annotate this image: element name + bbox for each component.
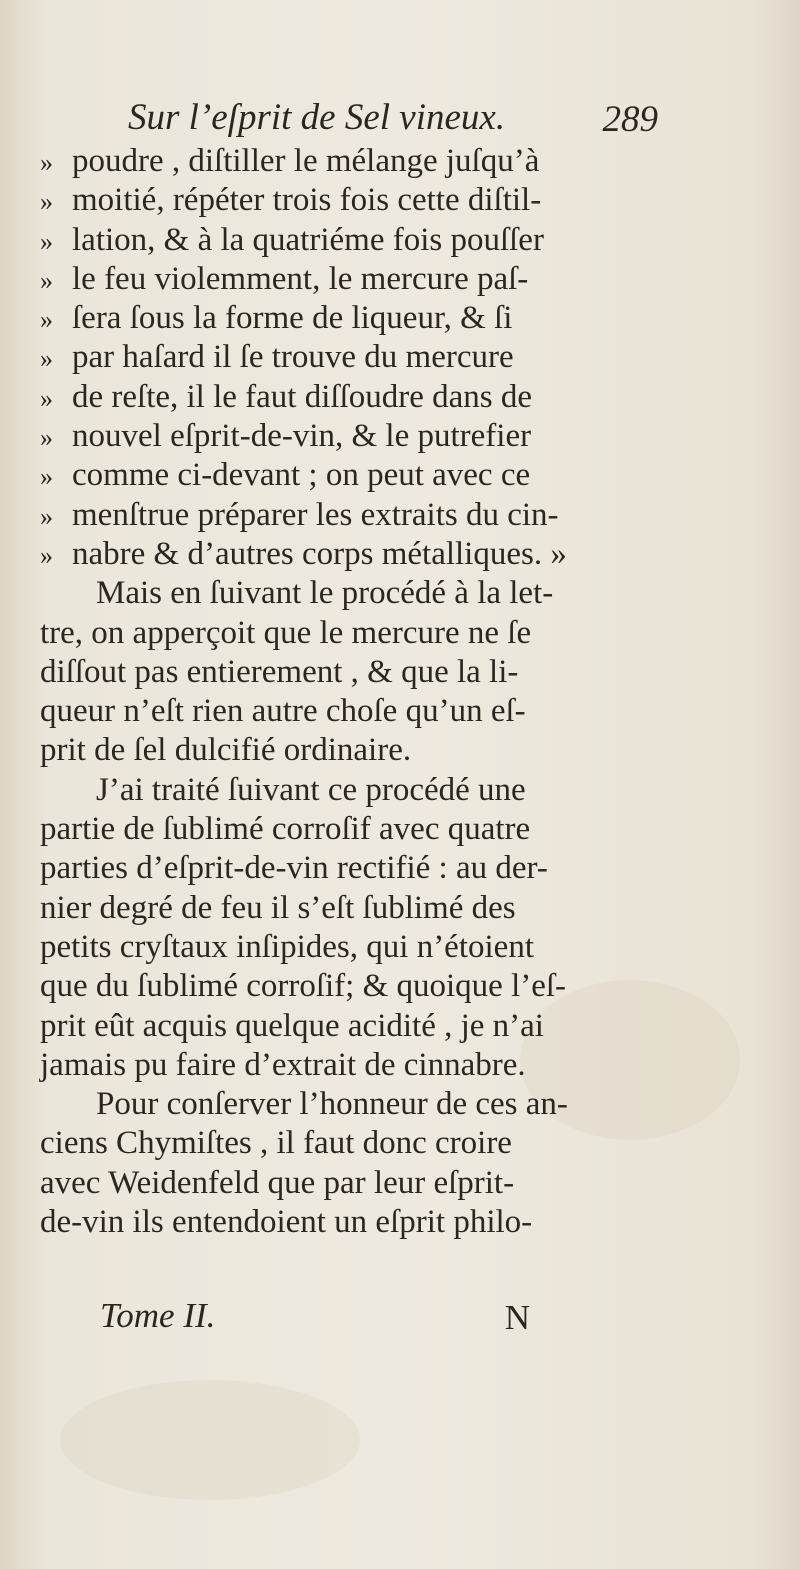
quote-mark: » xyxy=(40,501,53,531)
quote-mark: » xyxy=(40,540,53,570)
text-line: nier degré de feu il s’eſt ſublimé des xyxy=(40,889,516,926)
paragraph xyxy=(40,771,630,1085)
paragraph xyxy=(40,574,630,770)
quote-mark: » xyxy=(40,265,53,295)
page-body xyxy=(40,142,630,1242)
page-header xyxy=(128,96,658,140)
text-line: ciens Chymiſtes , il faut donc croire xyxy=(40,1125,512,1162)
text-line: prit eût acquis quelque acidité , je n’ai xyxy=(40,1007,544,1044)
quote-mark: » xyxy=(40,226,53,256)
text-line: » le feu violemment, le mercure paſ- xyxy=(40,260,630,299)
text-line: » ſera ſous la forme de liqueur, & ſi xyxy=(40,299,630,338)
text-line: » comme ci-devant ; on peut avec ce xyxy=(40,456,630,495)
text-line: » par haſard il ſe trouve du mercure xyxy=(40,338,630,377)
paragraph xyxy=(40,1085,630,1242)
text-line: » lation, & à la quatriéme fois pouſſer xyxy=(40,221,630,260)
text-line: parties d’eſprit-de-vin rectifié : au der- xyxy=(40,850,548,887)
text-line: que du ſublimé corroſif; & quoique l’eſ- xyxy=(40,968,567,1005)
text-line: » menſtrue préparer les extraits du cin- xyxy=(40,496,630,535)
page-footer xyxy=(100,1296,530,1336)
text-line: » de reſte, il le faut diſſoudre dans de xyxy=(40,378,630,417)
text-line: » nabre & d’autres corps métalliques. » xyxy=(40,535,630,574)
quote-mark: » xyxy=(40,423,53,453)
volume-label: Tome II. xyxy=(100,1296,216,1335)
text-line: partie de ſublimé corroſif avec quatre xyxy=(40,811,531,848)
text-line: diſſout pas entierement , & que la li- xyxy=(40,653,519,690)
signature-mark: N xyxy=(504,1298,530,1337)
quote-mark: » xyxy=(40,383,53,413)
text-line: » moitié, répéter trois fois cette diſtil- xyxy=(40,181,630,220)
quote-mark: » xyxy=(40,462,53,492)
text-line: petits cryſtaux inſipides, qui n’étoient xyxy=(40,928,534,965)
text-line: queur n’eſt rien autre choſe qu’un eſ- xyxy=(40,693,526,730)
quoted-paragraph xyxy=(40,142,630,574)
text-line: Pour conſerver l’honneur de ces an- xyxy=(96,1086,568,1123)
quote-mark: » xyxy=(40,148,53,177)
text-line: prit de ſel dulcifié ordinaire. xyxy=(40,732,412,769)
text-line: tre, on apperçoit que le mercure ne ſe xyxy=(40,614,532,651)
paper-stain xyxy=(60,1380,360,1500)
text-line: » poudre , diſtiller le mélange juſqu’à xyxy=(40,142,630,181)
text-line: J’ai traité ſuivant ce procédé une xyxy=(96,771,526,808)
text-line: jamais pu faire d’extrait de cinnabre. xyxy=(40,1046,526,1083)
text-line: avec Weidenfeld que par leur eſprit- xyxy=(40,1164,515,1201)
text-line: » nouvel eſprit-de-vin, & le putrefier xyxy=(40,417,630,456)
text-line: Mais en ſuivant le procédé à la let- xyxy=(96,575,554,612)
quote-mark: » xyxy=(40,305,53,335)
text-line: de-vin ils entendoient un eſprit philo- xyxy=(40,1204,533,1241)
page-number: 289 xyxy=(602,99,658,140)
quote-mark: » xyxy=(40,187,53,217)
running-title: Sur l’eſprit de Sel vineux. xyxy=(128,97,506,138)
quote-mark: » xyxy=(40,344,53,374)
